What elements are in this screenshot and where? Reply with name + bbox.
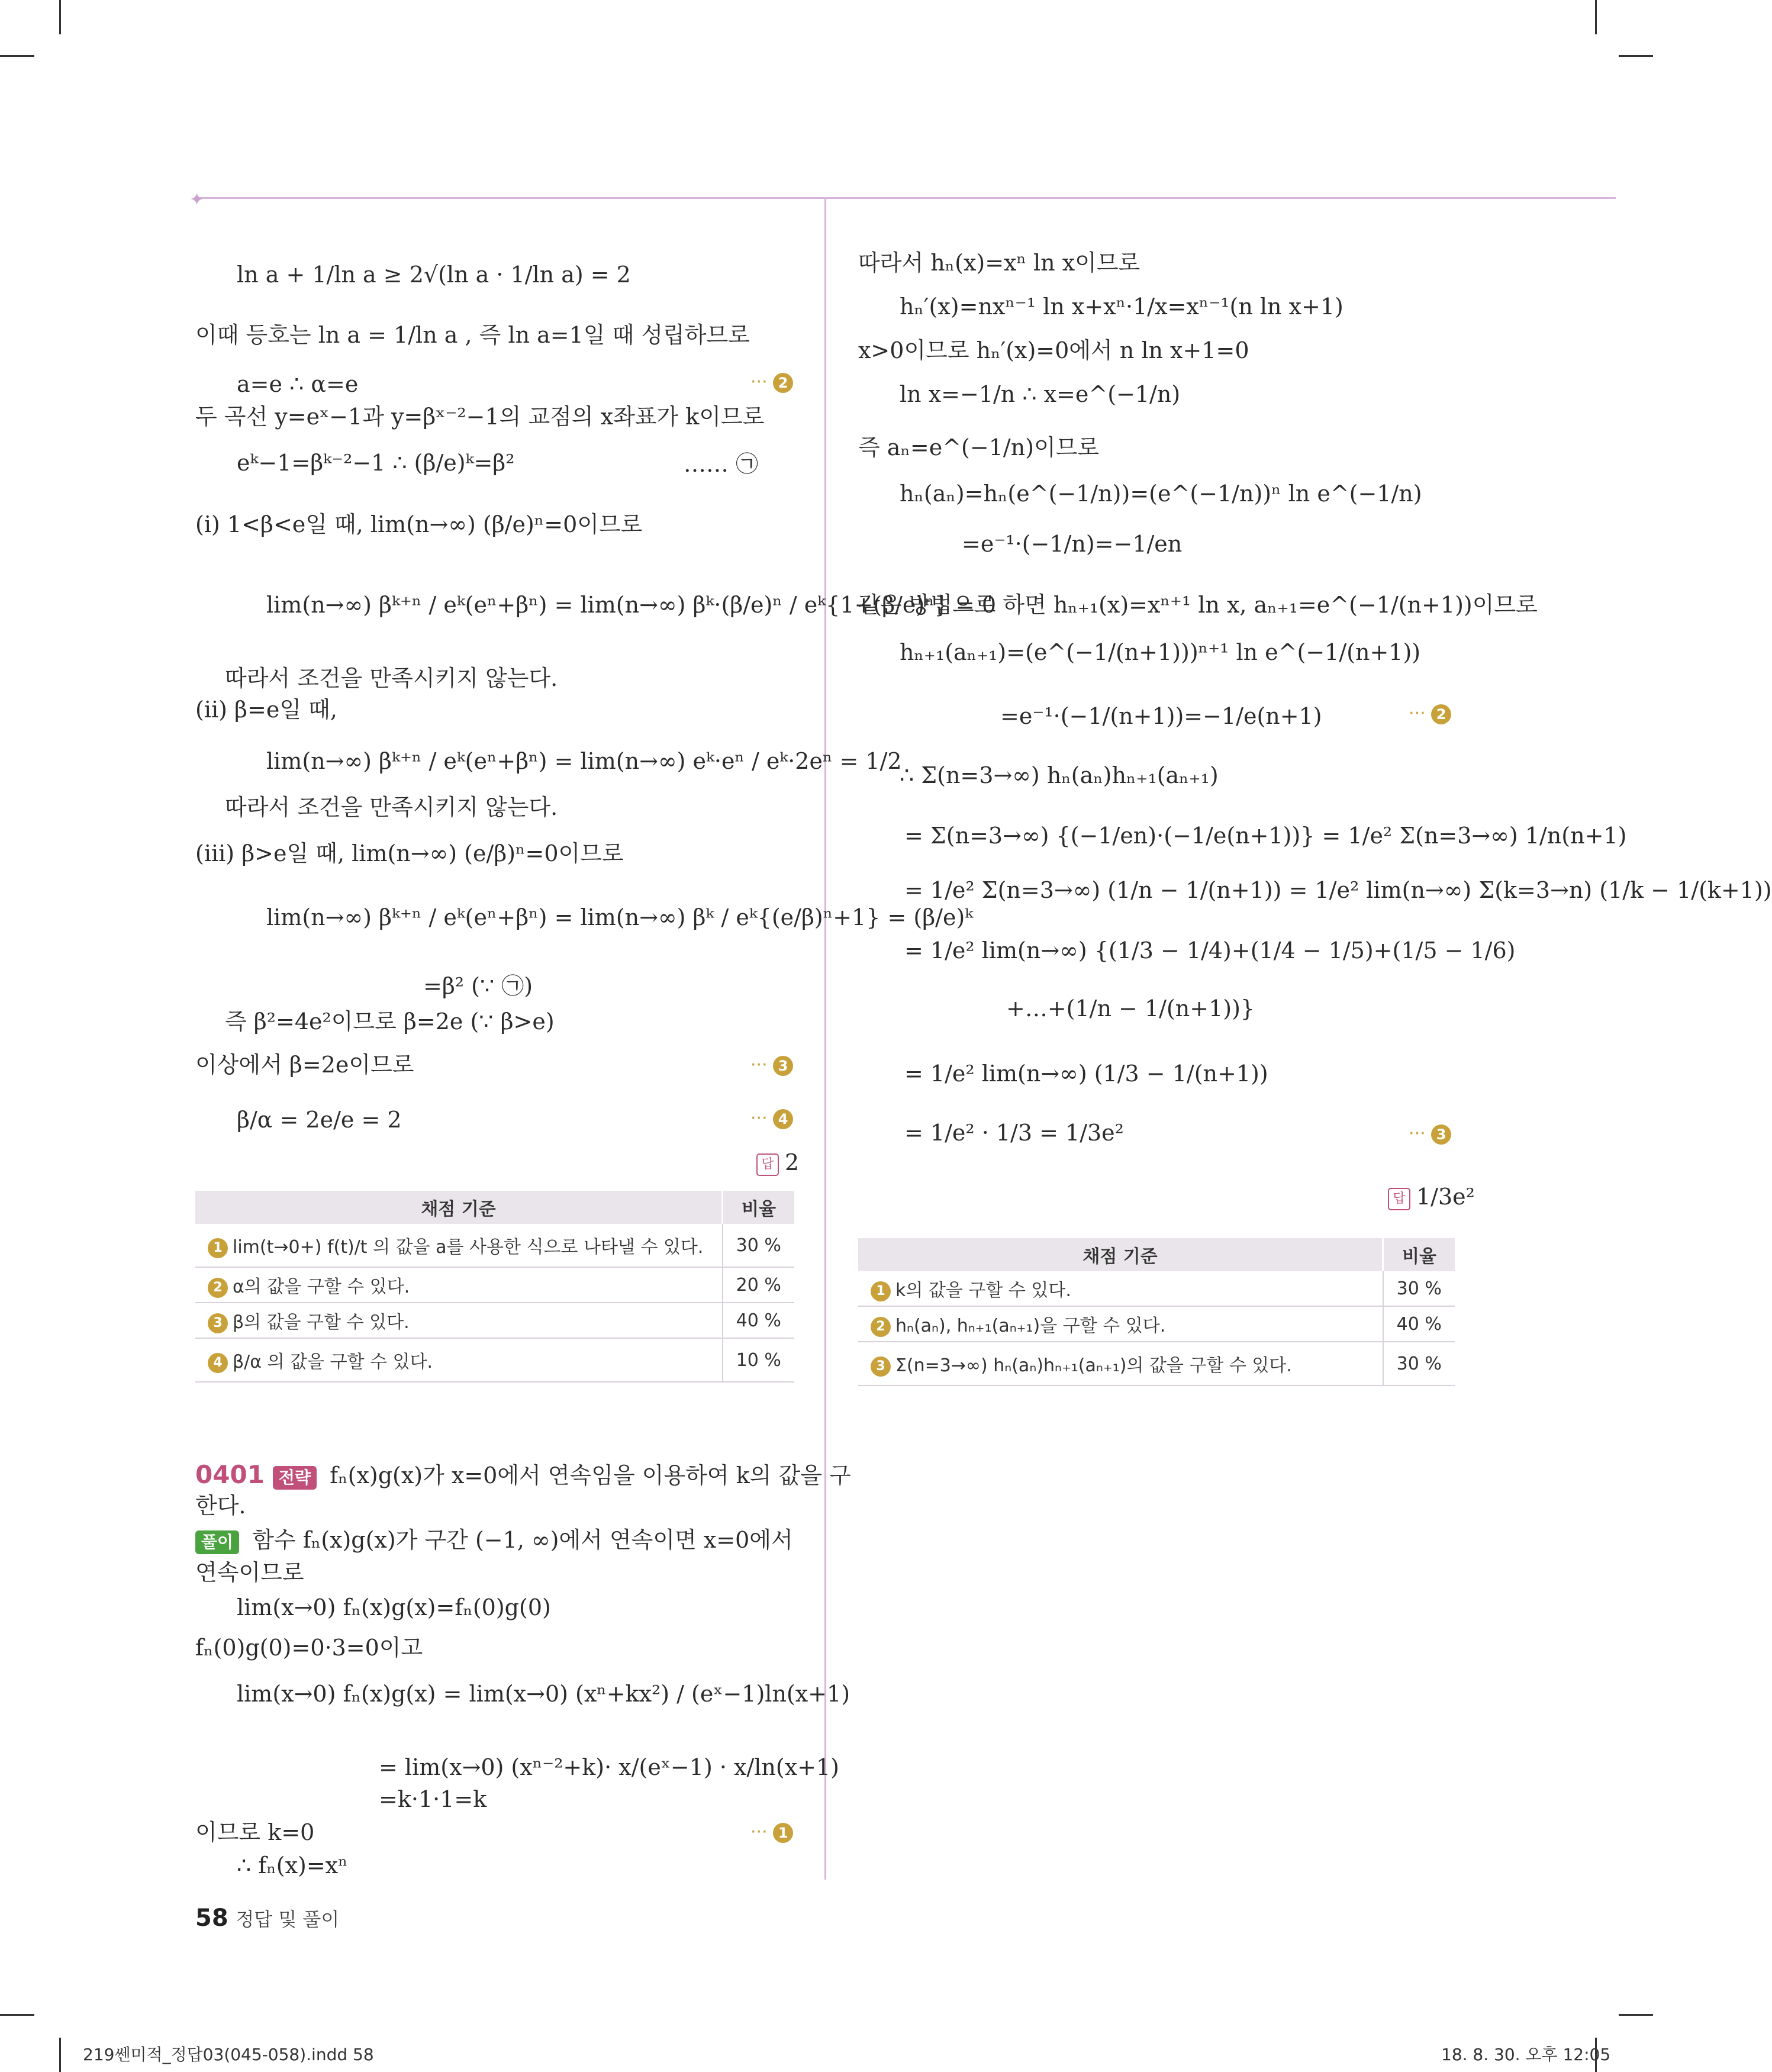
math-line: hₙ₊₁(aₙ₊₁)=(e^(−1/(n+1)))ⁿ⁺¹ ln e^(−1/(n+1)) [900, 639, 1421, 665]
crop-mark [1595, 0, 1597, 34]
problem-number: 0401 [195, 1460, 265, 1489]
math-line: +…+(1/n − 1/(n+1))} [1006, 995, 1255, 1022]
math-line: =k·1·1=k [379, 1786, 487, 1812]
math-line: lim(x→0) fₙ(x)g(x)=fₙ(0)g(0) [237, 1594, 551, 1620]
page-footer [195, 1905, 339, 1932]
table-header: 비율 [1383, 1238, 1455, 1271]
crop-mark [59, 2038, 61, 2072]
solution-badge: 풀이 [195, 1530, 239, 1554]
print-slug: 219쎈미적_정답03(045-058).indd 58 [83, 2045, 374, 2064]
math-line: 즉 β²=4e²이므로 β=2e (∵ β>e) [225, 1008, 555, 1035]
strategy-badge: 전략 [273, 1466, 317, 1490]
table-header: 비율 [723, 1191, 795, 1224]
table-row: 2 α의 값을 구할 수 있다. 20 % [195, 1267, 794, 1303]
math-line: 이때 등호는 ln a = 1/ln a , 즉 ln a=1일 때 성립하므로 [195, 322, 750, 348]
math-line: 같은 방법으로 하면 hₙ₊₁(x)=xⁿ⁺¹ ln x, aₙ₊₁=e^(−1/(n+1))이므로 [858, 592, 1538, 618]
math-line: lim(n→∞) βᵏ⁺ⁿ / eᵏ(eⁿ+βⁿ) = lim(n→∞) βᵏ / eᵏ{(e/β)ⁿ+1} = (β/e)ᵏ [266, 904, 974, 930]
math-line: = 1/e² lim(n→∞) {(1/3 − 1/4)+(1/4 − 1/5)+(1/5 − 1/6) [904, 937, 1516, 964]
score-marker: ··· 2 [1409, 703, 1451, 724]
table-row: 4 β/α 의 값을 구할 수 있다. 10 % [195, 1338, 794, 1382]
page-number: 58 [195, 1905, 228, 1932]
math-line: hₙ(aₙ)=hₙ(e^(−1/n))=(e^(−1/n))ⁿ ln e^(−1/n) [900, 481, 1422, 507]
math-line: ∴ fₙ(x)=xⁿ [237, 1852, 348, 1878]
score-marker: ··· 3 [1409, 1123, 1451, 1145]
crop-mark [0, 55, 34, 57]
math-line: fₙ(0)g(0)=0·3=0이고 [195, 1635, 423, 1661]
equation-tag: …… ㉠ [684, 451, 759, 477]
math-line: 즉 aₙ=e^(−1/n)이므로 [858, 434, 1100, 460]
math-line: 이상에서 β=2e이므로 [195, 1052, 414, 1078]
math-line: (ⅱ) β=e일 때, [195, 697, 337, 723]
answer-tag: 답 [756, 1153, 779, 1176]
math-line: (ⅲ) β>e일 때, lim(n→∞) (e/β)ⁿ=0이므로 [195, 840, 624, 866]
star-icon: ✦ [189, 189, 205, 210]
table-row: 2 hₙ(aₙ), hₙ₊₁(aₙ₊₁)을 구할 수 있다. 40 % [858, 1306, 1455, 1342]
math-line: 따라서 조건을 만족시키지 않는다. [225, 794, 558, 820]
math-line: = 1/e² · 1/3 = 1/3e² [904, 1120, 1124, 1146]
math-line: 이므로 k=0 [195, 1819, 315, 1845]
table-row: 3 β의 값을 구할 수 있다. 40 % [195, 1303, 794, 1338]
math-line: =e⁻¹·(−1/(n+1))=−1/e(n+1) [1000, 703, 1322, 729]
score-marker: ··· 2 [750, 372, 793, 393]
math-line: 따라서 조건을 만족시키지 않는다. [225, 665, 558, 691]
math-line: 따라서 hₙ(x)=xⁿ ln x이므로 [858, 250, 1140, 276]
solution-line: 풀이 함수 fₙ(x)g(x)가 구간 (−1, ∞)에서 연속이면 x=0에서 [195, 1526, 793, 1554]
crop-mark [1619, 55, 1653, 57]
math-line: hₙ′(x)=nxⁿ⁻¹ ln x+xⁿ·1/x=xⁿ⁻¹(n ln x+1) [900, 294, 1344, 320]
table-row: 3 Σ(n=3→∞) hₙ(aₙ)hₙ₊₁(aₙ₊₁)의 값을 구할 수 있다. 30 % [858, 1342, 1455, 1385]
math-line: a=e ∴ α=e [237, 371, 359, 397]
math-line: lim(n→∞) βᵏ⁺ⁿ / eᵏ(eⁿ+βⁿ) = lim(n→∞) βᵏ·(β/e)ⁿ / eᵏ{1+(β/e)ⁿ} = 0 [266, 592, 996, 618]
header-rule [195, 197, 1616, 199]
section-title: 정답 및 풀이 [236, 1908, 340, 1931]
math-line: = 1/e² lim(n→∞) (1/3 − 1/(n+1)) [904, 1061, 1268, 1087]
math-line: lim(x→0) fₙ(x)g(x) = lim(x→0) (xⁿ+kx²) / (eˣ−1)ln(x+1) [237, 1681, 850, 1707]
crop-mark [59, 0, 61, 34]
math-line: ∴ Σ(n=3→∞) hₙ(aₙ)hₙ₊₁(aₙ₊₁) [900, 762, 1219, 788]
final-answer: 답 2 [756, 1149, 799, 1176]
math-line: x>0이므로 hₙ′(x)=0에서 n ln x+1=0 [858, 337, 1249, 363]
math-line: = lim(x→0) (xⁿ⁻²+k)· x/(eˣ−1) · x/ln(x+1) [379, 1754, 839, 1780]
scoring-table [195, 1191, 794, 1383]
score-marker: ··· 4 [750, 1108, 793, 1129]
math-line: ln a + 1/ln a ≥ 2√(ln a · 1/ln a) = 2 [237, 262, 631, 288]
score-marker: ··· 3 [750, 1055, 793, 1076]
scoring-table [858, 1238, 1455, 1386]
table-header: 채점 기준 [195, 1191, 723, 1224]
table-header: 채점 기준 [858, 1238, 1383, 1271]
column-divider [824, 199, 826, 1880]
math-line: 연속이므로 [195, 1559, 304, 1586]
problem-header: 0401 전략 fₙ(x)g(x)가 x=0에서 연속임을 이용하여 k의 값을 구 [195, 1460, 851, 1489]
crop-mark [0, 2014, 34, 2016]
score-marker: ··· 1 [750, 1822, 793, 1843]
math-line: =β² (∵ ㉠) [423, 973, 533, 999]
math-line: eᵏ−1=βᵏ⁻²−1 ∴ (β/e)ᵏ=β² [237, 450, 515, 476]
table-row: 1 lim(t→0+) f(t)/t 의 값을 a를 사용한 식으로 나타낼 수 있다. 30 % [195, 1224, 794, 1267]
print-timestamp: 18. 8. 30. 오후 12:05 [1441, 2045, 1611, 2064]
math-line: = Σ(n=3→∞) {(−1/en)·(−1/e(n+1))} = 1/e² Σ(n=3→∞) 1/n(n+1) [904, 823, 1627, 849]
math-line: (ⅰ) 1<β<e일 때, lim(n→∞) (β/e)ⁿ=0이므로 [195, 511, 643, 537]
answer-tag: 답 [1388, 1188, 1410, 1210]
final-answer: 답 1/3e² [1388, 1184, 1475, 1210]
math-line: lim(n→∞) βᵏ⁺ⁿ / eᵏ(eⁿ+βⁿ) = lim(n→∞) eᵏ·eⁿ / eᵏ·2eⁿ = 1/2 [266, 748, 902, 774]
math-line: 한다. [195, 1493, 246, 1519]
math-line: =e⁻¹·(−1/n)=−1/en [962, 531, 1183, 557]
math-line: β/α = 2e/e = 2 [237, 1107, 402, 1133]
table-row: 1 k의 값을 구할 수 있다. 30 % [858, 1271, 1455, 1306]
math-line: 두 곡선 y=eˣ−1과 y=βˣ⁻²−1의 교점의 x좌표가 k이므로 [195, 404, 765, 430]
math-line: = 1/e² Σ(n=3→∞) (1/n − 1/(n+1)) = 1/e² lim(n→∞) Σ(k=3→n) (1/k − 1/(k+1)) [904, 877, 1772, 903]
math-line: ln x=−1/n ∴ x=e^(−1/n) [900, 381, 1181, 407]
crop-mark [1619, 2014, 1653, 2016]
